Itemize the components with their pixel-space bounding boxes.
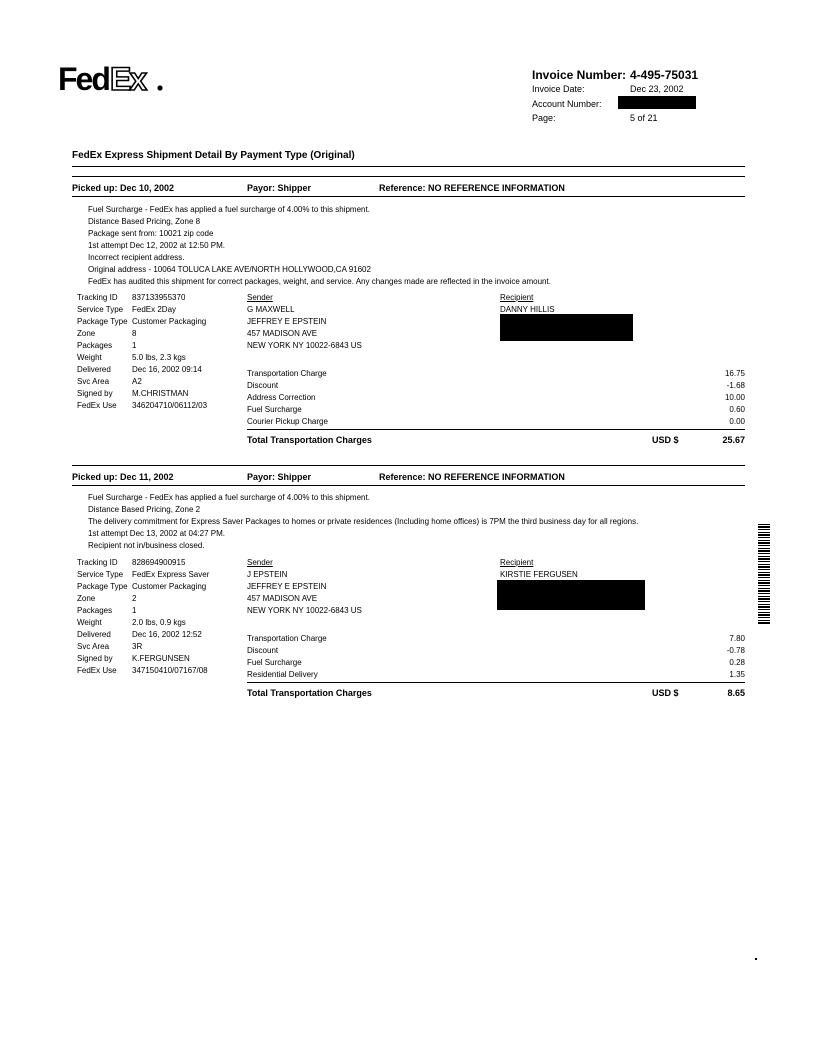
shipment-2-picked-up: Picked up: Dec 11, 2002 xyxy=(72,472,174,482)
charge-label: Discount xyxy=(247,646,279,655)
invoice-number-label: Invoice Number: xyxy=(532,68,627,82)
sender-line: JEFFREY E EPSTEIN xyxy=(247,317,327,326)
detail-value: Customer Packaging xyxy=(132,317,207,326)
detail-label: Package Type xyxy=(77,317,128,326)
detail-value: M.CHRISTMAN xyxy=(132,389,189,398)
total-label: Total Transportation Charges xyxy=(247,435,372,445)
detail-label: FedEx Use xyxy=(77,401,117,410)
shipment-2-top-rule xyxy=(72,465,745,466)
detail-label: FedEx Use xyxy=(77,666,117,675)
shipment-2-note: Fuel Surcharge - FedEx has applied a fuel surcharge of 4.00% to this shipment. xyxy=(88,493,370,502)
detail-value: 1 xyxy=(132,341,137,350)
shipment-2-total-rule xyxy=(247,682,745,683)
detail-value: FedEx Express Saver xyxy=(132,570,210,579)
detail-label: Weight xyxy=(77,618,102,627)
sender-label: Sender xyxy=(247,293,273,302)
shipment-1-reference: Reference: NO REFERENCE INFORMATION xyxy=(379,183,565,193)
detail-value: 2 xyxy=(132,594,137,603)
sender-line: 457 MADISON AVE xyxy=(247,329,318,338)
shipment-1-header-rule xyxy=(72,196,745,197)
detail-value: 1 xyxy=(132,606,137,615)
shipment-1-payor: Payor: Shipper xyxy=(247,183,312,193)
detail-value: Customer Packaging xyxy=(132,582,207,591)
shipment-2-note: Recipient not in/business closed. xyxy=(88,541,205,550)
detail-value: 3R xyxy=(132,642,143,651)
detail-label: Service Type xyxy=(77,305,124,314)
charge-amount: 0.60 xyxy=(729,405,745,414)
shipment-2-reference: Reference: NO REFERENCE INFORMATION xyxy=(379,472,565,482)
detail-value: Dec 16, 2002 09:14 xyxy=(132,365,202,374)
shipment-2-note: The delivery commitment for Express Saver Packages to homes or private residences (Including home offices) is 7PM the third business day for all regions. xyxy=(88,517,639,526)
fedex-logo-icon xyxy=(58,60,168,100)
detail-label: Tracking ID xyxy=(77,293,118,302)
shipment-2-header-rule xyxy=(72,485,745,486)
shipment-1-note: FedEx has audited this shipment for correct packages, weight, and service. Any changes made are reflected in the invoice amount. xyxy=(88,277,551,286)
charge-amount: -0.78 xyxy=(726,646,745,655)
detail-value: 346204710/06112/03 xyxy=(132,401,208,410)
charge-label: Residential Delivery xyxy=(247,670,318,679)
charge-amount: 1.35 xyxy=(729,670,745,679)
detail-value: Dec 16, 2002 12:52 xyxy=(132,630,202,639)
charge-amount: 7.80 xyxy=(729,634,745,643)
detail-label: Zone xyxy=(77,594,96,603)
recipient-label: Recipient xyxy=(500,293,534,302)
detail-label: Packages xyxy=(77,606,113,615)
sender-label: Sender xyxy=(247,558,273,567)
detail-label: Delivered xyxy=(77,365,111,374)
charge-amount: -1.68 xyxy=(726,381,745,390)
barcode xyxy=(758,524,770,624)
detail-value: 828694900915 xyxy=(132,558,186,567)
detail-label: Package Type xyxy=(77,582,128,591)
shipment-1-total-rule xyxy=(247,429,745,430)
shipment-2-note: 1st attempt Dec 13, 2002 at 04:27 PM. xyxy=(88,529,225,538)
detail-value: 347150410/07167/08 xyxy=(132,666,208,675)
total-label: Total Transportation Charges xyxy=(247,688,372,698)
shipment-1-picked-up: Picked up: Dec 10, 2002 xyxy=(72,183,175,193)
title-rule xyxy=(72,166,745,167)
detail-label: Svc Area xyxy=(77,642,110,651)
recipient-address-redaction xyxy=(500,314,633,341)
recipient-line: KIRSTIE FERGUSEN xyxy=(500,570,578,579)
charge-label: Fuel Surcharge xyxy=(247,405,302,414)
charge-amount: 16.75 xyxy=(724,369,745,378)
charge-label: Discount xyxy=(247,381,279,390)
svg-text:Fed: Fed xyxy=(58,61,109,97)
shipment-1-note: Original address - 10064 TOLUCA LAKE AVE/NORTH HOLLYWOOD,CA 91602 xyxy=(88,265,371,274)
charge-label: Address Correction xyxy=(247,393,316,402)
detail-value: FedEx 2Day xyxy=(132,305,177,314)
detail-value: A2 xyxy=(132,377,142,386)
shipment-1-top-rule xyxy=(72,176,745,177)
shipment-1-note: Fuel Surcharge - FedEx has applied a fuel surcharge of 4.00% to this shipment. xyxy=(88,205,370,214)
total-amount: 8.65 xyxy=(727,688,745,698)
page-number: 5 of 21 xyxy=(630,113,658,123)
total-currency: USD $ xyxy=(652,688,679,698)
detail-value: K.FERGUNSEN xyxy=(132,654,190,663)
recipient-line: DANNY HILLIS xyxy=(500,305,555,314)
page-label: Page: xyxy=(532,113,556,123)
detail-value: 837133955370 xyxy=(132,293,186,302)
detail-label: Svc Area xyxy=(77,377,110,386)
invoice-date-label: Invoice Date: xyxy=(532,84,585,94)
fedex-logo xyxy=(58,60,168,100)
charge-amount: 0.00 xyxy=(729,417,745,426)
detail-value: 2.0 lbs, 0.9 kgs xyxy=(132,618,186,627)
invoice-date: Dec 23, 2002 xyxy=(630,84,684,94)
detail-label: Zone xyxy=(77,329,96,338)
detail-label: Signed by xyxy=(77,654,113,663)
shipment-1-note: Distance Based Pricing, Zone 8 xyxy=(88,217,201,226)
detail-label: Packages xyxy=(77,341,113,350)
shipment-2-note: Distance Based Pricing, Zone 2 xyxy=(88,505,201,514)
detail-label: Tracking ID xyxy=(77,558,118,567)
charge-amount: 10.00 xyxy=(724,393,745,402)
charge-amount: 0.28 xyxy=(729,658,745,667)
shipment-1-note: 1st attempt Dec 12, 2002 at 12:50 PM. xyxy=(88,241,225,250)
detail-label: Signed by xyxy=(77,389,113,398)
recipient-label: Recipient xyxy=(500,558,534,567)
account-number-redaction xyxy=(618,96,696,109)
charge-label: Fuel Surcharge xyxy=(247,658,302,667)
charge-label: Courier Pickup Charge xyxy=(247,417,328,426)
sender-line: NEW YORK NY 10022-6843 US xyxy=(247,606,362,615)
sender-line: J EPSTEIN xyxy=(247,570,288,579)
sender-line: 457 MADISON AVE xyxy=(247,594,318,603)
invoice-number: 4-495-75031 xyxy=(630,68,699,82)
detail-value: 8 xyxy=(132,329,137,338)
recipient-address-redaction xyxy=(497,580,645,610)
sender-line: JEFFREY E EPSTEIN xyxy=(247,582,327,591)
shipment-1-note: Incorrect recipient address. xyxy=(88,253,185,262)
svg-text:Ex: Ex xyxy=(110,61,146,97)
detail-label: Weight xyxy=(77,353,102,362)
shipment-2-payor: Payor: Shipper xyxy=(247,472,312,482)
detail-label: Service Type xyxy=(77,570,124,579)
detail-value: 5.0 lbs, 2.3 kgs xyxy=(132,353,186,362)
account-number-label: Account Number: xyxy=(532,99,602,109)
charge-label: Transportation Charge xyxy=(247,369,327,378)
shipment-1-note: Package sent from: 10021 zip code xyxy=(88,229,214,238)
doc-title: FedEx Express Shipment Detail By Payment Type (Original) xyxy=(72,150,355,161)
sender-line: NEW YORK NY 10022-6843 US xyxy=(247,341,362,350)
sender-line: G MAXWELL xyxy=(247,305,295,314)
total-amount: 25.67 xyxy=(722,435,745,445)
detail-label: Delivered xyxy=(77,630,111,639)
total-currency: USD $ xyxy=(652,435,679,445)
footer-mark xyxy=(755,958,757,960)
charge-label: Transportation Charge xyxy=(247,634,327,643)
